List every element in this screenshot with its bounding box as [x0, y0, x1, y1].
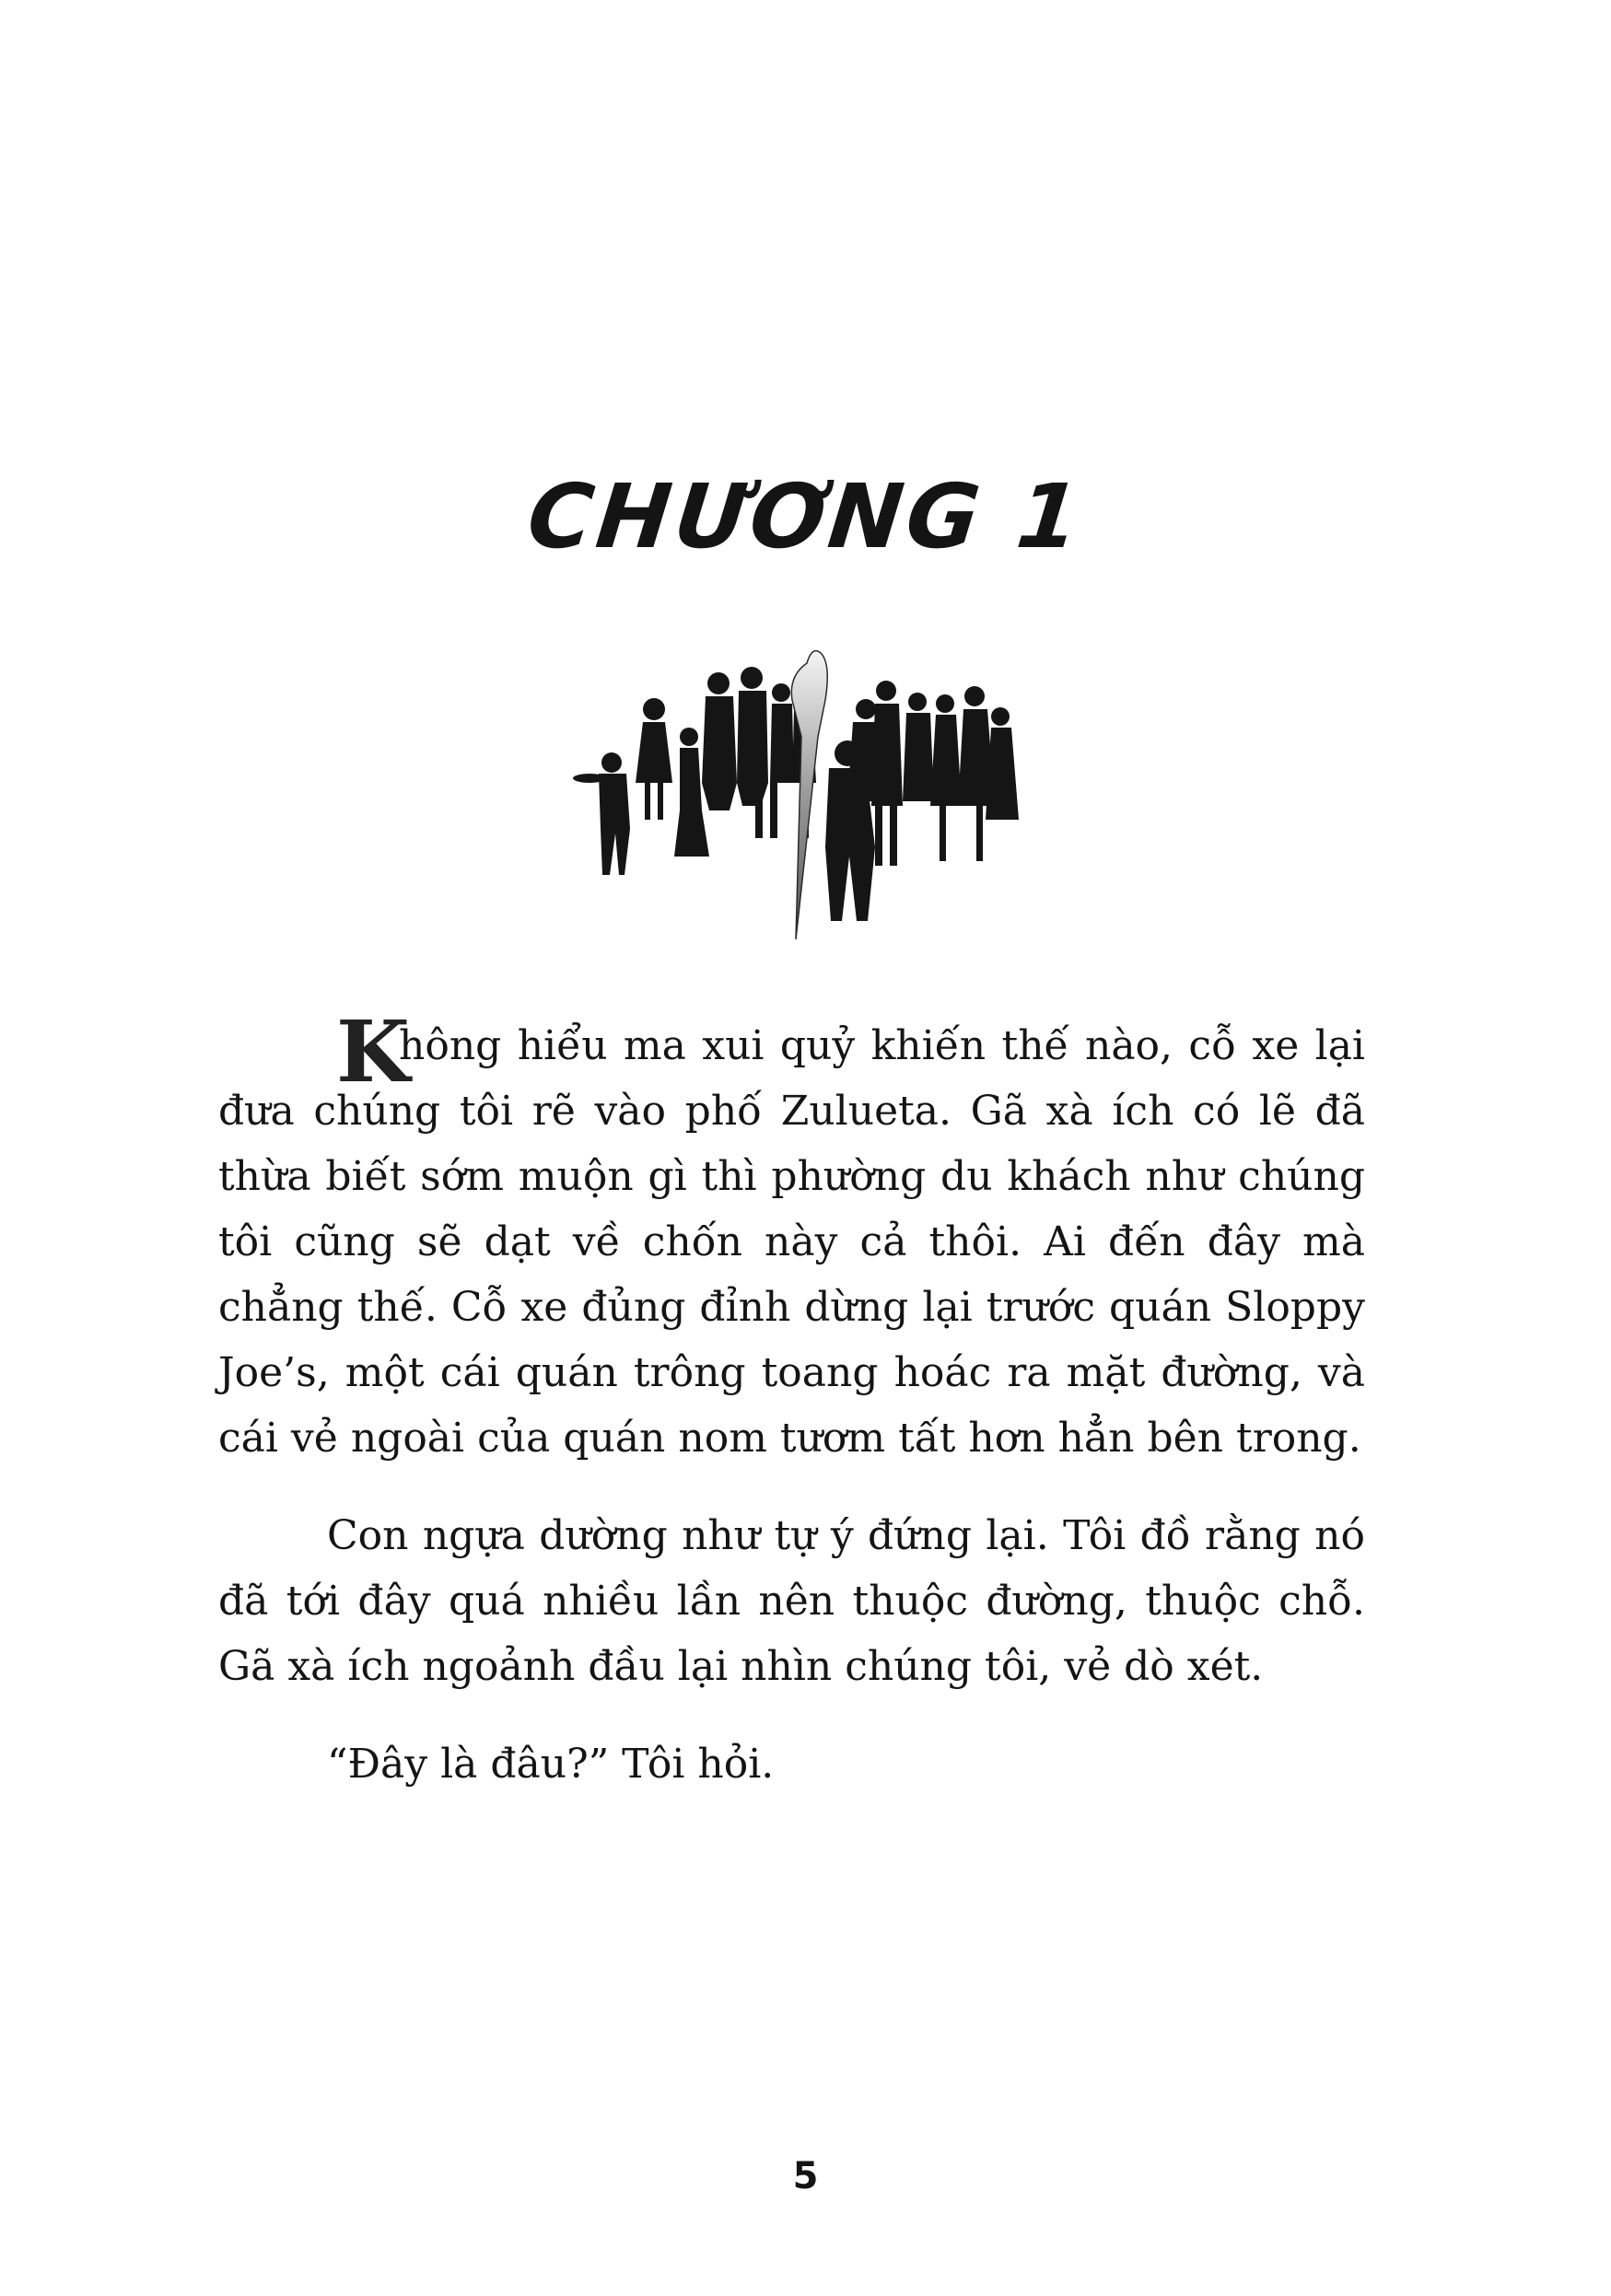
drop-cap: K [336, 1002, 408, 1101]
page-number: 5 [792, 2155, 819, 2197]
chapter-body [218, 1002, 1365, 1829]
paragraph-1-text: hông hiểu ma xui quỷ khiến thế nào, cỗ xe lại đưa chúng tôi rẽ vào phố Zulueta. Gã xà ích có lẽ đã thừa biết sớm muộn gì thì phường du khách như chúng tôi cũng sẽ dạt về chốn này cả thôi. Ai đến đây mà chẳng thế. Cỗ xe đủng đỉnh dừng lại trước quán Sloppy Joe’s, một cái quán trông toang hoác ra mặt đường, và cái vẻ ngoài của quán nom tươm tất hơn hẳn bên trong. [218, 1022, 1365, 1462]
paragraph-3: “Đây là đâu?” Tôi hỏi. [327, 1741, 775, 1788]
crowd-silhouette-illustration [571, 645, 1022, 939]
chapter-title: CHƯƠNG 1 [522, 465, 1089, 568]
paragraph-2: Con ngựa dường như tự ý đứng lại. Tôi đồ rằng nó đã tới đây quá nhiều lần nên thuộc đường, thuộc chỗ. Gã xà ích ngoảnh đầu lại nhìn chúng tôi, vẻ dò xét. [218, 1512, 1365, 1690]
